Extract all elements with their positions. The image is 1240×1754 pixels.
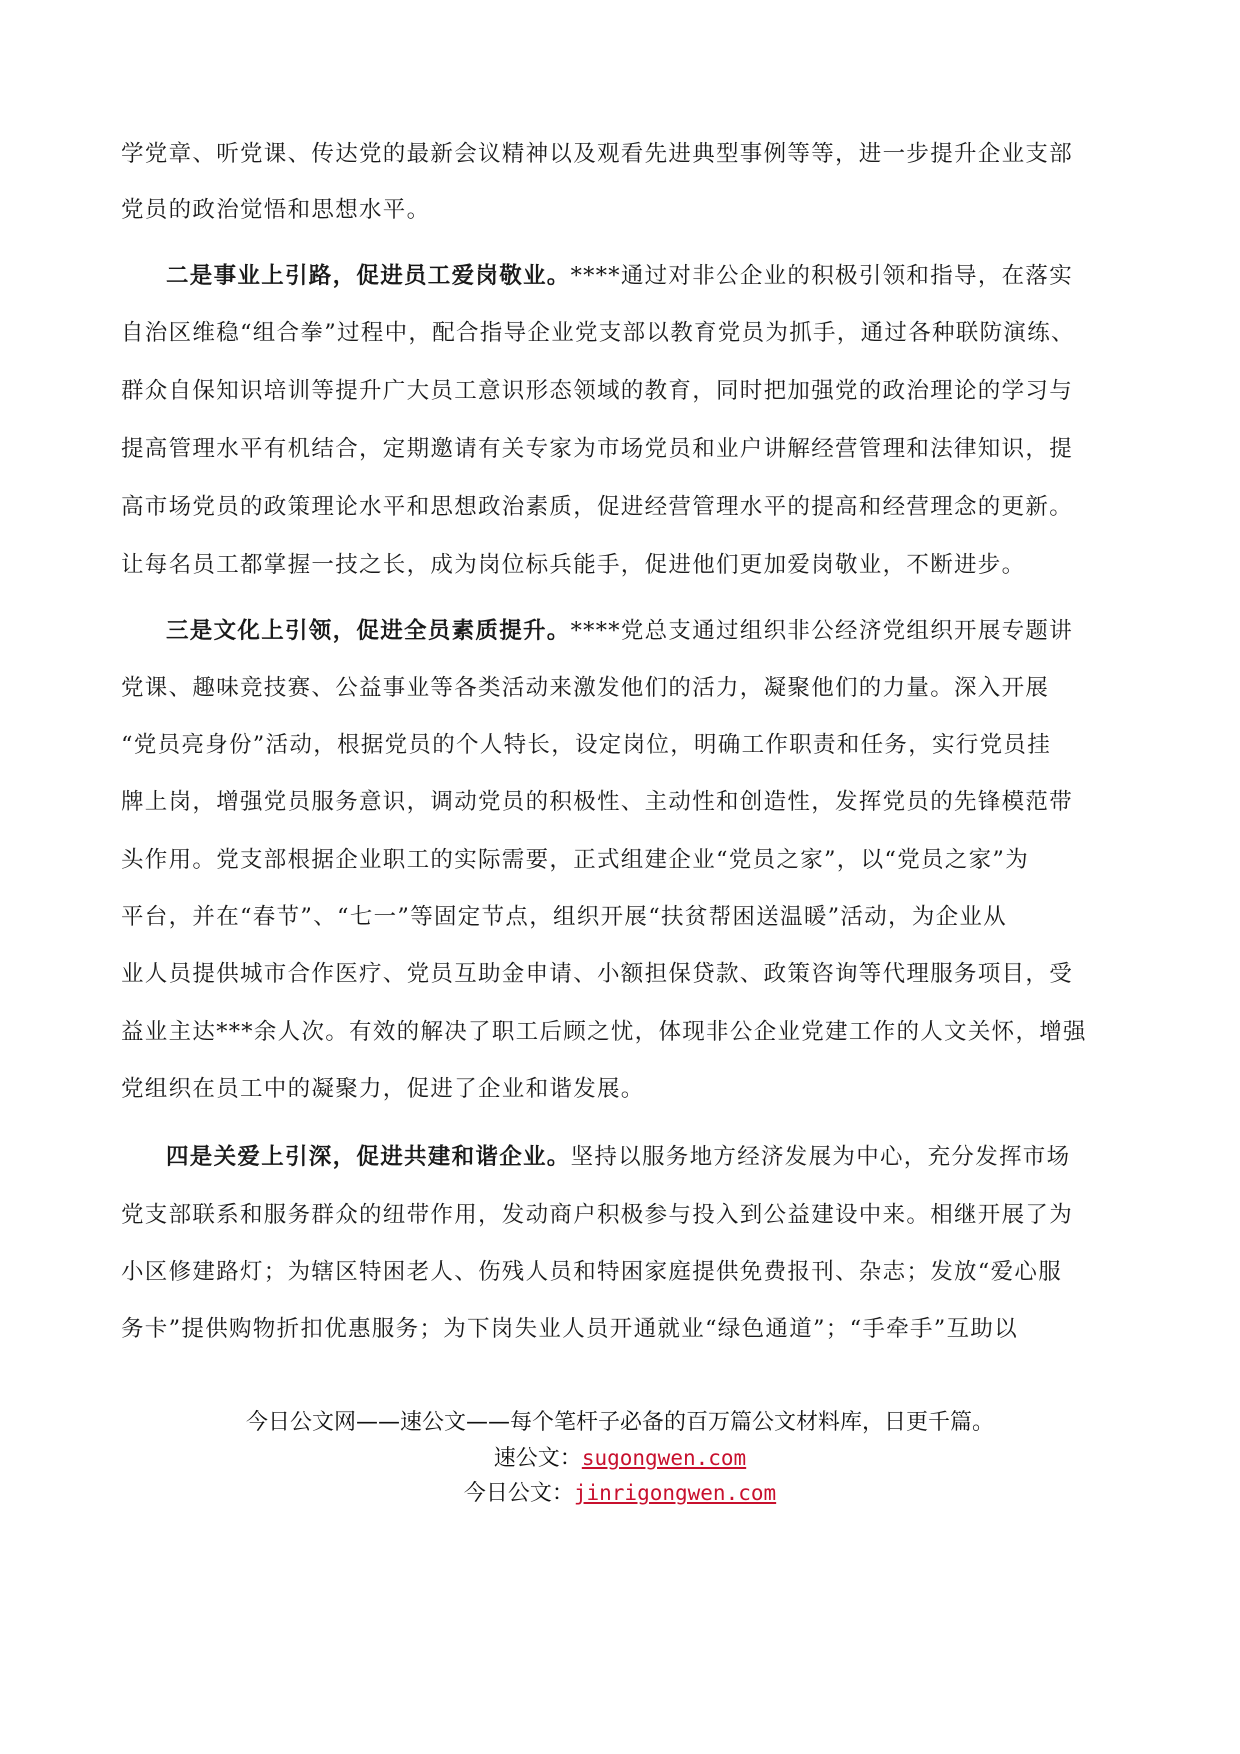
text-line: 群众自保知识培训等提升广大员工意识形态领域的教育，同时把加强党的政治理论的学习与 — [121, 378, 1074, 404]
text-line: 业人员提供城市合作医疗、党员互助金申请、小额担保贷款、政策咨询等代理服务项目，受 — [121, 961, 1074, 987]
footer-site-1 — [0, 1443, 1240, 1474]
text-line: 务卡”提供购物折扣优惠服务；为下岗失业人员开通就业“绿色通道”；“手牵手”互助以 — [121, 1316, 1019, 1342]
text-line: 坚持以服务地方经济发展为中心，充分发挥市场 — [570, 1144, 1071, 1170]
paragraph-3-first-line — [166, 611, 1131, 651]
footer-site-1-label: 速公文： — [493, 1446, 582, 1471]
text-line: 牌上岗，增强党员服务意识，调动党员的积极性、主动性和创造性，发挥党员的先锋模范带 — [121, 789, 1074, 815]
text-line: 高市场党员的政策理论水平和思想政治素质，促进经营管理水平的提高和经营理念的更新。 — [121, 494, 1074, 520]
text-line: 提高管理水平有机结合，定期邀请有关专家为市场党员和业户讲解经营管理和法律知识，提 — [121, 436, 1074, 462]
footer-site-2-link[interactable]: jinrigongwen.com — [573, 1481, 777, 1505]
footer-site-2 — [0, 1478, 1240, 1509]
masked-text: **** — [570, 263, 621, 289]
text-line: 头作用。党支部根据企业职工的实际需要，正式组建企业“党员之家”，以“党员之家”为 — [121, 847, 1030, 873]
text-line: 通过对非公企业的积极引领和指导，在落实 — [620, 263, 1074, 289]
text-line: 党总支通过组织非公经济党组织开展专题讲 — [620, 618, 1074, 644]
text-line: 让每名员工都掌握一技之长，成为岗位标兵能手，促进他们更加爱岗敬业，不断进步。 — [121, 552, 1026, 578]
paragraph-4-first-line — [166, 1137, 1131, 1177]
text-line: 平台，并在“春节”、“七一”等固定节点，组织开展“扶贫帮困送温暖”活动，为企业从 — [121, 904, 1008, 930]
text-line: 党员的政治觉悟和思想水平。 — [121, 197, 431, 223]
paragraph-3-lead: 三是文化上引领，促进全员素质提升。 — [166, 618, 571, 644]
masked-text: **** — [570, 618, 621, 644]
text-line: 学党章、听党课、传达党的最新会议精神以及观看先进典型事例等等，进一步提升企业支部 — [121, 141, 1074, 167]
text-line: 小区修建路灯；为辖区特困老人、伤残人员和特困家庭提供免费报刊、杂志；发放“爱心服 — [121, 1259, 1063, 1285]
paragraph-2-lead: 二是事业上引路，促进员工爱岗敬业。 — [166, 263, 571, 289]
text-line: 益业主达***余人次。有效的解决了职工后顾之忧，体现非公企业党建工作的人文关怀，增强 — [121, 1019, 1087, 1045]
text-line: “党员亮身份”活动，根据党员的个人特长，设定岗位，明确工作职责和任务，实行党员挂 — [121, 732, 1052, 758]
text-line: 党课、趣味竞技赛、公益事业等各类活动来激发他们的活力，凝聚他们的力量。深入开展 — [121, 675, 1050, 701]
footer-site-2-label: 今日公文： — [463, 1481, 574, 1506]
text-line: 党组织在员工中的凝聚力，促进了企业和谐发展。 — [121, 1076, 645, 1102]
text-line: 党支部联系和服务群众的纽带作用，发动商户积极参与投入到公益建设中来。相继开展了为 — [121, 1202, 1074, 1228]
paragraph-2-first-line — [166, 256, 1131, 296]
paragraph-4-lead: 四是关爱上引深，促进共建和谐企业。 — [166, 1144, 571, 1170]
text-line: 自治区维稳“组合拳”过程中，配合指导企业党支部以教育党员为抓手，通过各种联防演练、 — [121, 320, 1075, 346]
footer-site-1-link[interactable]: sugongwen.com — [581, 1446, 747, 1470]
footer-slogan: 今日公文网——速公文——每个笔杆子必备的百万篇公文材料库，日更千篇。 — [245, 1410, 994, 1435]
